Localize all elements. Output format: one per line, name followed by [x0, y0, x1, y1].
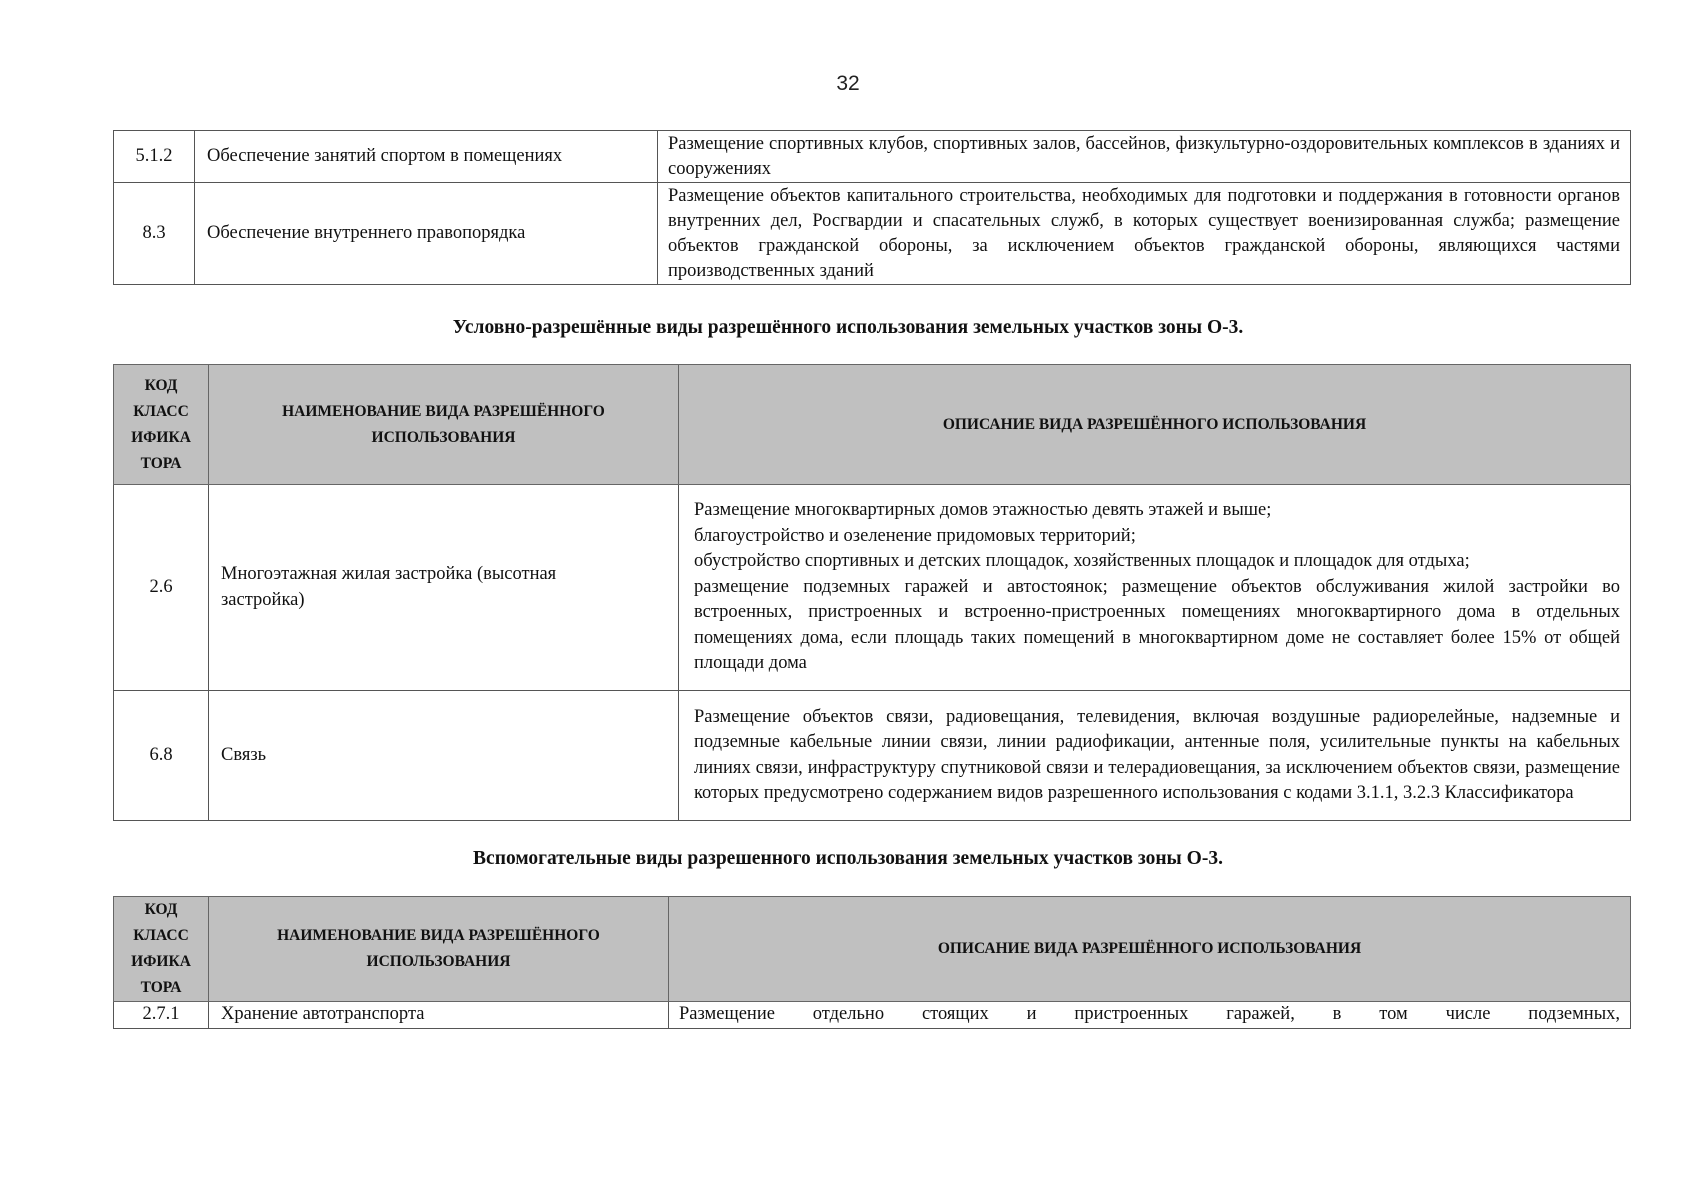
description-paragraph: обустройство спортивных и детских площадок, хозяйственных площадок и площадок для отдыха; — [694, 551, 1470, 572]
table-row — [114, 183, 1631, 285]
description-cell — [658, 183, 1631, 285]
name-cell: Многоэтажная жилая застройка (высотная застройка) — [209, 485, 679, 691]
header-description: ОПИСАНИЕ ВИДА РАЗРЕШЁННОГО ИСПОЛЬЗОВАНИЯ — [669, 897, 1631, 1002]
description-paragraph: размещение подземных гаражей и автостоянок; размещение объектов обслуживания жилой застройки во встроенных, пристроенных и встроенно-пристроенных помещениях многоквартирного дома в отдельных помещениях дома, если площадь таких помещений в многоквартирном доме не составляет более 15% от общей площади дома — [694, 576, 1620, 674]
description-cell — [679, 485, 1631, 691]
page-number: 32 — [836, 72, 860, 95]
description-cell — [658, 131, 1631, 183]
code-cell: 8.3 — [114, 183, 195, 285]
code-cell: 6.8 — [114, 691, 209, 821]
name-cell: Хранение автотранспорта — [209, 1002, 669, 1029]
table-auxiliary-uses — [113, 896, 1631, 1029]
table-row — [114, 1002, 1631, 1029]
section-title-conditional: Условно-разрешённые виды разрешённого использования земельных участков зоны О-3. — [452, 317, 1244, 338]
code-cell: 2.6 — [114, 485, 209, 691]
code-cell: 2.7.1 — [114, 1002, 209, 1029]
table-header-row — [114, 365, 1631, 485]
name-cell: Обеспечение внутреннего правопорядка — [195, 183, 658, 285]
header-name: НАИМЕНОВАНИЕ ВИДА РАЗРЕШЁННОГО ИСПОЛЬЗОВАНИЯ — [209, 365, 679, 485]
description-paragraph: Размещение спортивных клубов, спортивных залов, бассейнов, физкультурно-оздоровительных комплексов в зданиях и сооружениях — [668, 133, 1620, 179]
description-paragraph: Размещение объектов связи, радиовещания, телевидения, включая воздушные радиорелейные, надземные и подземные кабельные линии связи, линии радиофикации, антенные поля, усилительные пункты на кабельных линиях связи, инфраструктуру спутниковой связи и телерадиовещания, за исключением объектов связи, размещение которых предусмотрено содержанием видов разрешенного использования с кодами 3.1.1, 3.2.3 Классификатора — [694, 706, 1620, 803]
description-cell — [669, 1002, 1631, 1029]
table-header-row — [114, 897, 1631, 1002]
table-row — [114, 131, 1631, 183]
header-description: ОПИСАНИЕ ВИДА РАЗРЕШЁННОГО ИСПОЛЬЗОВАНИЯ — [679, 365, 1631, 485]
header-code: КОД КЛАСС ИФИКА ТОРА — [114, 897, 209, 1002]
description-paragraph: благоустройство и озеленение придомовых территорий; — [694, 525, 1136, 546]
header-name: НАИМЕНОВАНИЕ ВИДА РАЗРЕШЁННОГО ИСПОЛЬЗОВАНИЯ — [209, 897, 669, 1002]
header-code: КОД КЛАСС ИФИКА ТОРА — [114, 365, 209, 485]
table-row — [114, 691, 1631, 821]
table-row — [114, 485, 1631, 691]
name-cell: Обеспечение занятий спортом в помещениях — [195, 131, 658, 183]
description-paragraph: Размещение отдельно стоящих и пристроенных гаражей, в том числе подземных, — [679, 1004, 1620, 1024]
description-cell — [679, 691, 1631, 821]
table-conditional-uses — [113, 364, 1631, 821]
section-title-auxiliary: Вспомогательные виды разрешенного использования земельных участков зоны О-3. — [473, 848, 1223, 869]
description-paragraph: Размещение многоквартирных домов этажностью девять этажей и выше; — [694, 500, 1272, 521]
description-paragraph: Размещение объектов капитального строительства, необходимых для подготовки и поддержания в готовности органов внутренних дел, Росгвардии и спасательных служб, в которых существует военизированная служба; размещение объектов гражданской обороны, за исключением объектов гражданской обороны, являющихся частями производственных зданий — [668, 185, 1620, 281]
name-cell: Связь — [209, 691, 679, 821]
code-cell: 5.1.2 — [114, 131, 195, 183]
table-main-uses-continued — [113, 130, 1631, 285]
